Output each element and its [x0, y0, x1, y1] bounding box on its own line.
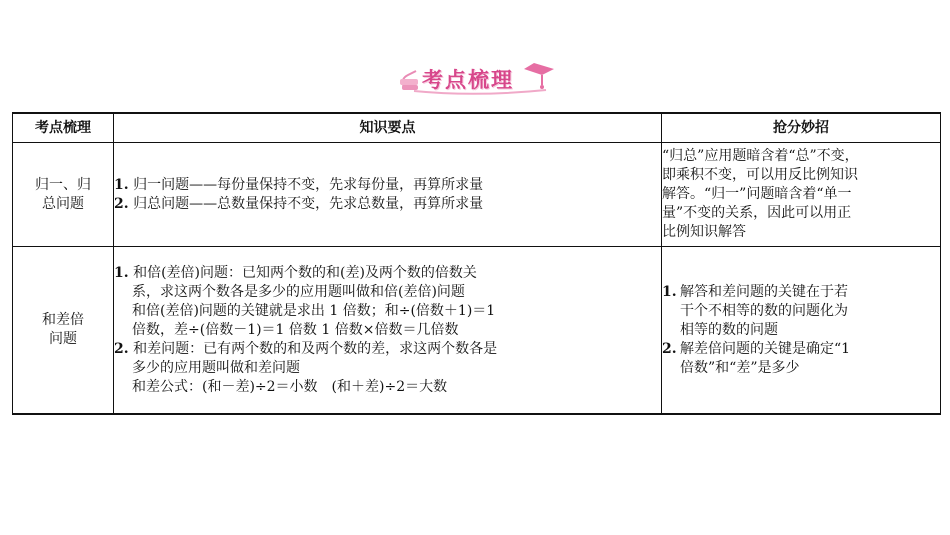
header-category: 考点梳理	[13, 113, 114, 143]
tip-line: 比例知识解答	[662, 224, 746, 240]
banner-title: 考点梳理	[422, 67, 514, 92]
item-number: 1.	[114, 264, 129, 281]
tip-line: 量”不变的关系，因此可以用正	[662, 205, 852, 221]
tips-cell	[662, 143, 941, 247]
item-number: 2.	[114, 195, 129, 212]
knowledge-item	[114, 176, 661, 195]
knowledge-cell	[114, 143, 662, 247]
tip-text	[680, 283, 940, 340]
item-text: 归一问题——每份量保持不变，先求每份量，再算所求量	[133, 176, 484, 193]
header-tips: 抢分妙招	[662, 113, 941, 143]
tip-line: 解答。“归一”问题暗含着“单一	[662, 186, 852, 202]
tips-cell	[662, 247, 941, 415]
knowledge-cell	[114, 247, 662, 415]
category-line: 和差倍	[42, 312, 84, 328]
knowledge-item	[114, 195, 661, 214]
knowledge-table	[12, 112, 941, 415]
tip-text	[680, 340, 940, 378]
tip-line: “归总”应用题暗含着“总”不变，	[662, 148, 859, 164]
table-row	[13, 247, 941, 415]
knowledge-line	[114, 340, 661, 359]
item-number: 2.	[114, 340, 129, 357]
section-banner	[396, 57, 562, 97]
header-knowledge: 知识要点	[114, 113, 662, 143]
knowledge-line: 倍数，差÷(倍数－1)＝1 倍数 1 倍数×倍数＝几倍数	[132, 321, 459, 338]
tip-line: 解差倍问题的关键是确定“1	[680, 340, 851, 357]
category-cell	[13, 247, 114, 415]
tip-item	[662, 340, 940, 378]
item-number: 1.	[114, 176, 129, 193]
category-line: 问题	[49, 331, 77, 347]
item-text: 和差问题：已有两个数的和及两个数的差，求这两个数各是	[133, 340, 498, 357]
tip-line: 解答和差问题的关键在于若	[680, 283, 848, 300]
knowledge-line: 系，求这两个数各是多少的应用题叫做和倍(差倍)问题	[132, 283, 465, 300]
tip-item	[662, 283, 940, 340]
knowledge-line: 和倍(差倍)问题的关键就是求出 1 倍数；和÷(倍数＋1)＝1	[132, 302, 496, 319]
category-line: 总问题	[42, 195, 84, 212]
item-number: 2.	[662, 340, 677, 357]
item-text: 归总问题——总数量保持不变，先求总数量，再算所求量	[133, 195, 484, 212]
tip-line: 相等的数的问题	[680, 321, 778, 338]
table-header-row	[13, 113, 941, 143]
category-cell	[13, 143, 114, 247]
tip-line: 倍数”和“差”是多少	[680, 359, 800, 376]
knowledge-line	[114, 264, 661, 283]
knowledge-line: 和差公式：(和－差)÷2＝小数 (和＋差)÷2＝大数	[132, 378, 448, 395]
item-number: 1.	[662, 283, 677, 300]
knowledge-line: 多少的应用题叫做和差问题	[132, 359, 300, 376]
category-line: 归一、归	[35, 176, 91, 193]
table-row	[13, 143, 941, 247]
item-text: 和倍(差倍)问题：已知两个数的和(差)及两个数的倍数关	[133, 264, 477, 281]
tip-line: 干个不相等的数的问题化为	[680, 302, 848, 319]
tip-line: 即乘积不变，可以用反比例知识	[662, 167, 858, 183]
